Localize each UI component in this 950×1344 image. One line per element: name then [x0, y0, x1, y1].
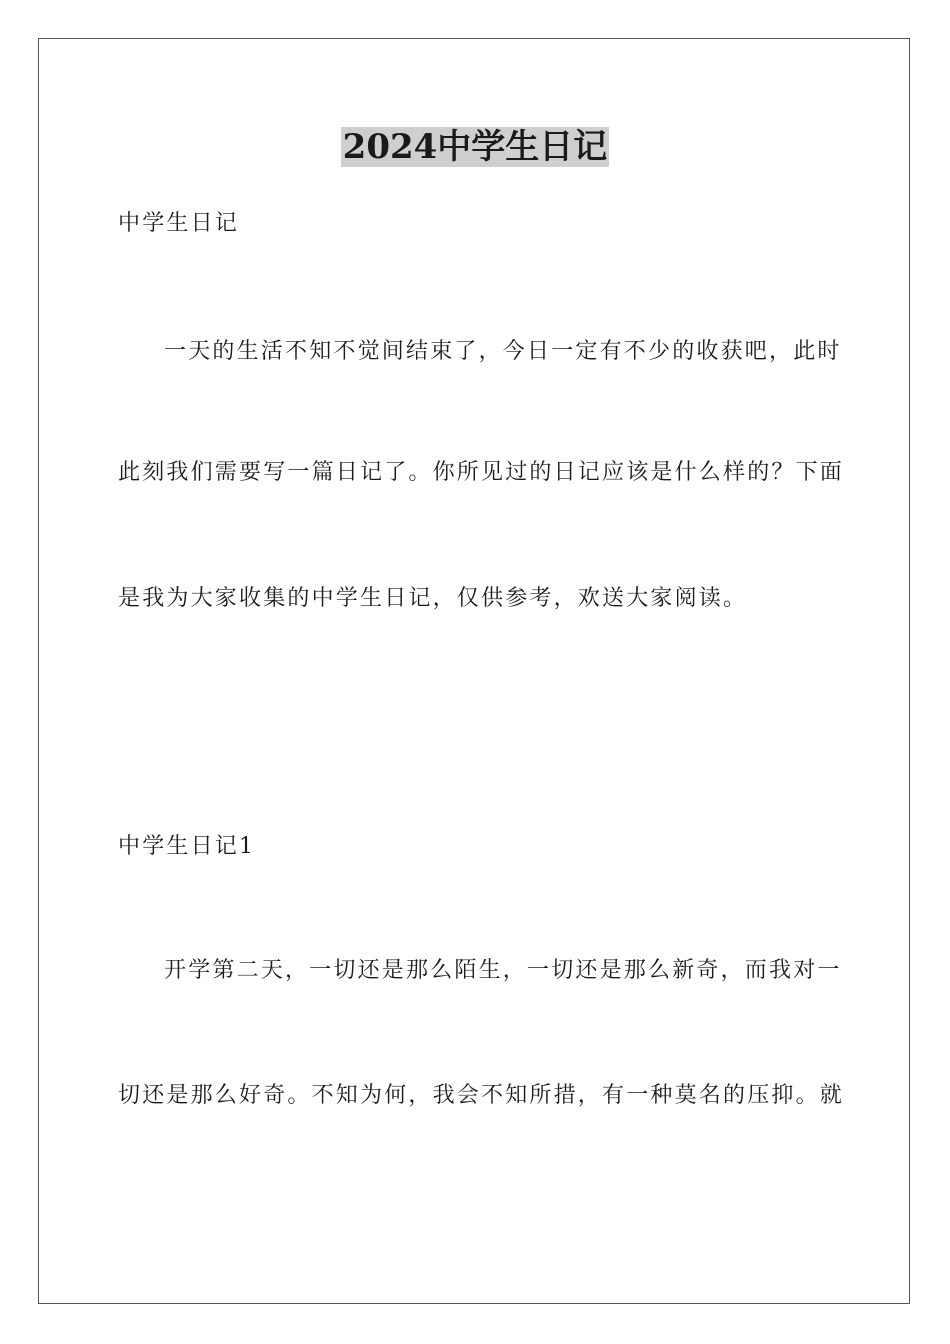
entry-paragraph-line-1: 开学第二天，一切还是那么陌生，一切还是那么新奇，而我对一 — [164, 958, 842, 983]
intro-paragraph-line-2: 此刻我们需要写一篇日记了。你所见过的日记应该是什么样的？下面 — [118, 460, 845, 485]
document-title-text: 2024中学生日记 — [342, 127, 608, 167]
intro-paragraph-line-1: 一天的生活不知不觉间结束了，今日一定有不少的收获吧，此时 — [164, 339, 842, 364]
document-title — [0, 125, 950, 169]
intro-paragraph-line-3: 是我为大家收集的中学生日记，仅供参考，欢送大家阅读。 — [118, 586, 748, 611]
entry-heading: 中学生日记1 — [118, 834, 256, 859]
entry-paragraph-line-2: 切还是那么好奇。不知为何，我会不知所措，有一种莫名的压抑。就 — [118, 1083, 845, 1108]
section-heading: 中学生日记 — [118, 211, 240, 236]
